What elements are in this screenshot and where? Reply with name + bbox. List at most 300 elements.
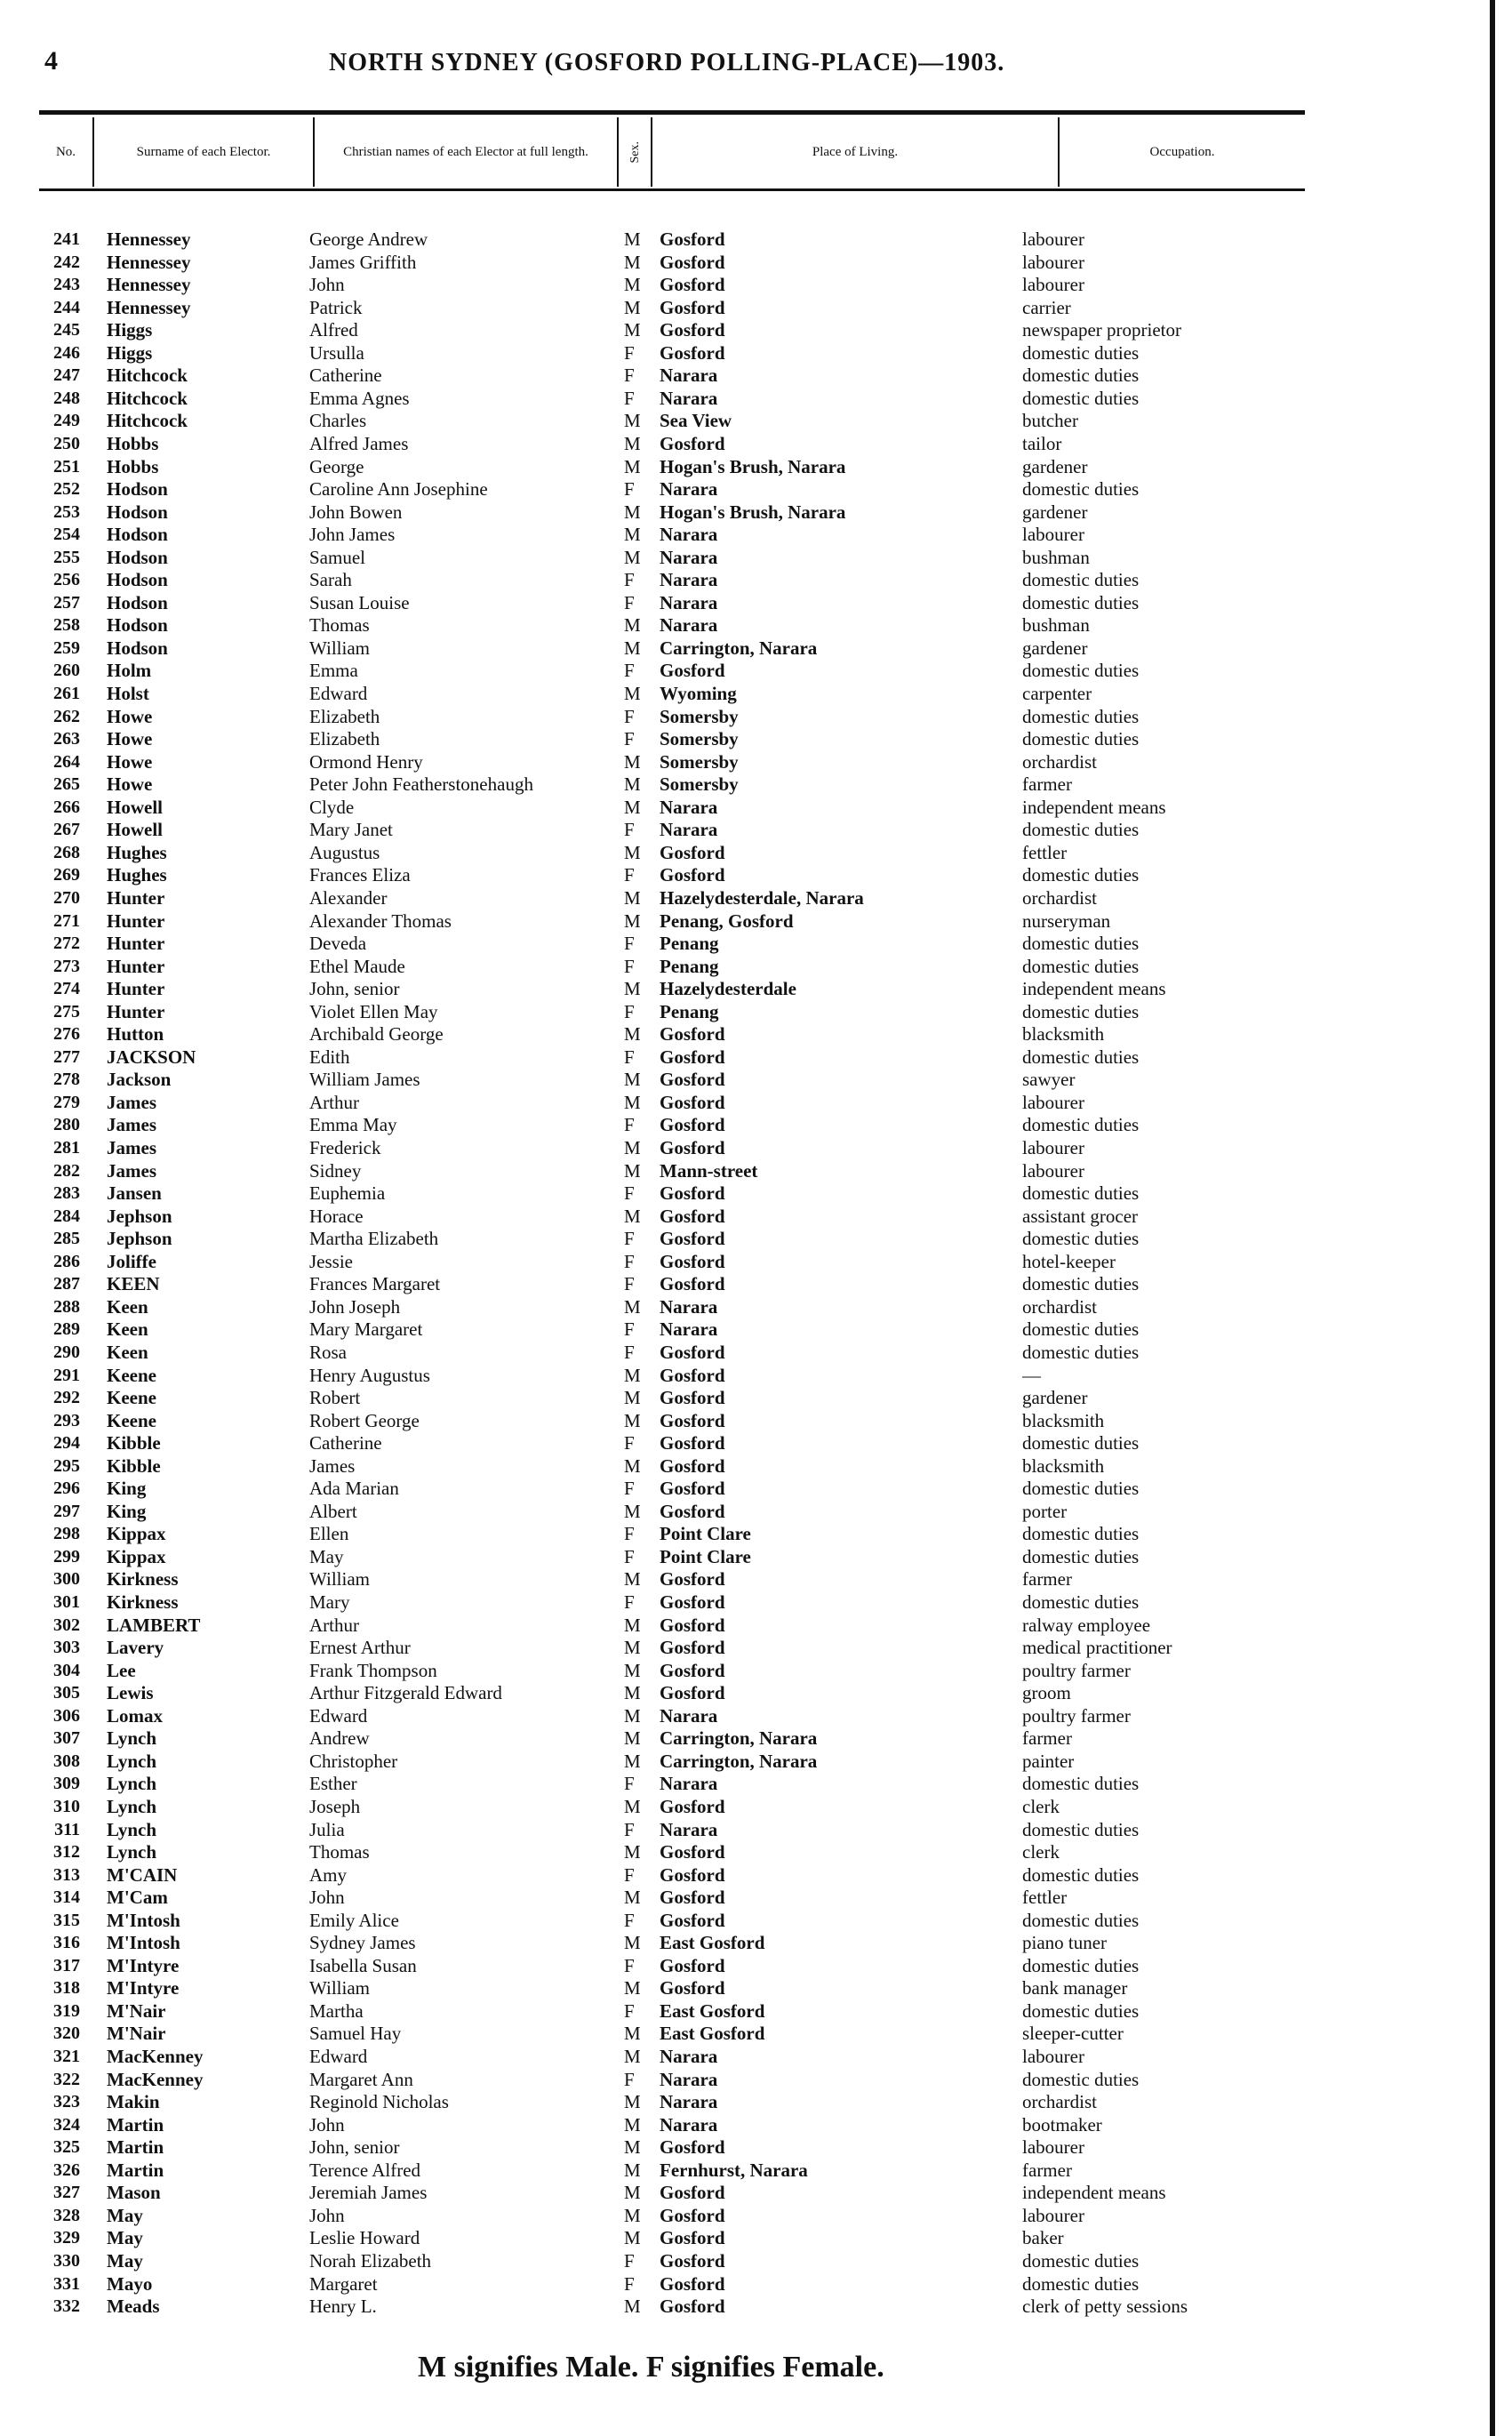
elector-christian-names: John, senior (309, 978, 400, 1000)
elector-sex: F (624, 1478, 635, 1500)
elector-occupation: farmer (1022, 1568, 1072, 1591)
elector-surname: Hodson (107, 637, 168, 659)
elector-sex: M (624, 614, 641, 637)
elector-number: 299 (53, 1546, 80, 1567)
table-row (0, 886, 1512, 909)
elector-occupation: clerk (1022, 1841, 1060, 1863)
elector-surname: Hunter (107, 955, 165, 977)
elector-christian-names: Esther (309, 1773, 357, 1795)
elector-occupation: blacksmith (1022, 1409, 1105, 1431)
elector-occupation: blacksmith (1022, 1023, 1105, 1046)
elector-christian-names: Amy (309, 1863, 347, 1886)
elector-surname: Keen (107, 1341, 148, 1363)
table-row (0, 682, 1512, 705)
elector-place: Gosford (660, 1682, 725, 1704)
elector-number: 302 (53, 1615, 80, 1635)
elector-occupation: fettler (1022, 841, 1068, 863)
elector-sex: M (624, 637, 641, 659)
table-row (0, 409, 1512, 432)
elector-number: 263 (53, 729, 80, 749)
elector-surname: Kirkness (107, 1591, 179, 1613)
elector-number: 305 (53, 1683, 80, 1703)
elector-occupation: domestic duties (1022, 478, 1140, 501)
elector-christian-names: John James (309, 524, 396, 546)
table-row (0, 546, 1512, 569)
elector-sex: M (624, 501, 641, 523)
elector-number: 300 (53, 1569, 80, 1590)
elector-sex: M (624, 455, 641, 477)
elector-christian-names: John Bowen (309, 501, 403, 523)
elector-sex: M (624, 2113, 641, 2136)
elector-occupation: labourer (1022, 274, 1084, 296)
elector-number: 265 (53, 774, 80, 795)
elector-sex: M (624, 750, 641, 773)
table-row (0, 2181, 1512, 2204)
elector-sex: F (624, 365, 635, 387)
elector-sex: F (624, 1591, 635, 1613)
elector-place: East Gosford (660, 1999, 765, 2022)
elector-occupation: domestic duties (1022, 955, 1140, 977)
elector-christian-names: Sidney (309, 1159, 362, 1182)
elector-place: Point Clare (660, 1523, 751, 1545)
table-row (0, 1931, 1512, 1954)
elector-number: 315 (53, 1910, 80, 1930)
elector-occupation: domestic duties (1022, 705, 1140, 727)
table-row (0, 750, 1512, 773)
elector-christian-names: Terence Alfred (309, 2159, 421, 2181)
elector-occupation: gardener (1022, 1387, 1088, 1409)
elector-christian-names: Sarah (309, 569, 352, 591)
table-row (0, 1954, 1512, 1977)
elector-occupation: domestic duties (1022, 1046, 1140, 1068)
elector-surname: Howe (107, 705, 153, 727)
elector-christian-names: Alfred (309, 319, 358, 341)
elector-surname: Keene (107, 1364, 156, 1386)
elector-sex: M (624, 2296, 641, 2318)
elector-christian-names: Jeremiah James (309, 2182, 428, 2204)
elector-place: Narara (660, 2046, 718, 2067)
elector-christian-names: Edward (309, 683, 368, 704)
elector-surname: Hobbs (107, 455, 159, 477)
elector-number: 256 (53, 570, 80, 590)
elector-occupation: carrier (1022, 296, 1071, 318)
elector-christian-names: Arthur (309, 1614, 359, 1636)
elector-surname: Martin (107, 2136, 164, 2159)
elector-surname: James (107, 1137, 156, 1158)
elector-sex: M (624, 1750, 641, 1772)
elector-christian-names: George (309, 455, 364, 477)
elector-number: 331 (53, 2273, 80, 2294)
table-row (0, 2249, 1512, 2272)
elector-number: 291 (53, 1365, 80, 1385)
elector-sex: F (624, 1818, 635, 1840)
elector-number: 251 (53, 456, 80, 477)
elector-number: 282 (53, 1160, 80, 1181)
elector-place: Carrington, Narara (660, 1727, 818, 1750)
table-row (0, 432, 1512, 455)
elector-number: 257 (53, 592, 80, 613)
elector-sex: M (624, 2046, 641, 2067)
elector-sex: F (624, 1250, 635, 1272)
elector-occupation: domestic duties (1022, 1545, 1140, 1567)
elector-occupation: carpenter (1022, 683, 1092, 704)
elector-surname: Hennessey (107, 274, 191, 296)
elector-occupation: groom (1022, 1682, 1071, 1704)
elector-number: 306 (53, 1705, 80, 1726)
elector-sex: M (624, 1205, 641, 1227)
elector-sex: M (624, 1887, 641, 1909)
elector-sex: F (624, 1863, 635, 1886)
elector-sex: F (624, 660, 635, 682)
elector-number: 258 (53, 615, 80, 636)
elector-number: 316 (53, 1933, 80, 1953)
header-place: Place of Living. (652, 117, 1060, 187)
elector-occupation: bushman (1022, 546, 1090, 568)
elector-number: 322 (53, 2069, 80, 2089)
elector-sex: M (624, 319, 641, 341)
elector-number: 255 (53, 547, 80, 567)
elector-surname: JACKSON (107, 1046, 196, 1068)
elector-number: 262 (53, 706, 80, 726)
table-row (0, 2159, 1512, 2182)
elector-number: 317 (53, 1955, 80, 1975)
elector-surname: M'Intosh (107, 1909, 180, 1931)
elector-place: Penang (660, 955, 719, 977)
elector-number: 313 (53, 1864, 80, 1885)
elector-christian-names: William (309, 1568, 370, 1591)
elector-occupation: domestic duties (1022, 864, 1140, 886)
elector-number: 272 (53, 934, 80, 954)
elector-christian-names: Henry L. (309, 2296, 377, 2318)
elector-occupation: independent means (1022, 796, 1166, 818)
elector-number: 271 (53, 910, 80, 931)
elector-occupation: domestic duties (1022, 591, 1140, 613)
elector-place: Gosford (660, 1341, 725, 1363)
elector-christian-names: Elizabeth (309, 705, 380, 727)
table-row (0, 273, 1512, 296)
elector-occupation: ralway employee (1022, 1614, 1151, 1636)
elector-number: 264 (53, 751, 80, 772)
elector-sex: F (624, 1228, 635, 1250)
elector-occupation: domestic duties (1022, 1318, 1140, 1341)
elector-christian-names: Henry Augustus (309, 1364, 430, 1386)
elector-surname: Hodson (107, 591, 168, 613)
table-row (0, 1976, 1512, 1999)
elector-christian-names: Joseph (309, 1795, 361, 1817)
elector-place: Narara (660, 478, 718, 501)
elector-christian-names: Martha Elizabeth (309, 1228, 439, 1250)
table-row (0, 2068, 1512, 2091)
elector-surname: M'Intyre (107, 1954, 180, 1976)
elector-surname: Hodson (107, 524, 168, 546)
elector-place: Gosford (660, 1500, 725, 1522)
elector-sex: M (624, 796, 641, 818)
elector-occupation: assistant grocer (1022, 1205, 1139, 1227)
elector-number: 311 (54, 1819, 80, 1839)
elector-surname: Hutton (107, 1023, 164, 1046)
elector-occupation: porter (1022, 1500, 1068, 1522)
elector-occupation: labourer (1022, 251, 1084, 273)
elector-sex: F (624, 1182, 635, 1205)
elector-sex: M (624, 2204, 641, 2226)
table-row (0, 773, 1512, 796)
elector-place: Gosford (660, 1977, 725, 1999)
elector-sex: M (624, 1069, 641, 1091)
table-row (0, 841, 1512, 864)
elector-surname: MacKenney (107, 2046, 204, 2067)
table-row (0, 1636, 1512, 1659)
elector-christian-names: Ellen (309, 1523, 349, 1545)
table-row (0, 1227, 1512, 1250)
table-row (0, 637, 1512, 660)
elector-surname: Lavery (107, 1637, 164, 1659)
elector-sex: F (624, 1773, 635, 1795)
elector-sex: F (624, 1545, 635, 1567)
elector-sex: F (624, 1909, 635, 1931)
elector-place: Gosford (660, 1387, 725, 1409)
elector-occupation: domestic duties (1022, 819, 1140, 841)
table-row (0, 613, 1512, 637)
elector-sex: M (624, 886, 641, 909)
table-row (0, 863, 1512, 886)
elector-place: Fernhurst, Narara (660, 2159, 808, 2181)
table-row (0, 2022, 1512, 2045)
elector-surname: Makin (107, 2091, 160, 2113)
elector-place: Narara (660, 591, 718, 613)
elector-place: Gosford (660, 864, 725, 886)
elector-christian-names: Rosa (309, 1341, 347, 1363)
elector-sex: F (624, 591, 635, 613)
elector-occupation: domestic duties (1022, 1954, 1140, 1976)
table-row (0, 364, 1512, 387)
elector-place: Narara (660, 2091, 718, 2113)
elector-surname: Howe (107, 773, 153, 796)
elector-place: Gosford (660, 841, 725, 863)
table-row (0, 1091, 1512, 1114)
table-row (0, 955, 1512, 978)
table-row (0, 1818, 1512, 1841)
elector-christian-names: William (309, 1977, 370, 1999)
elector-number: 252 (53, 479, 80, 500)
elector-surname: LAMBERT (107, 1614, 201, 1636)
table-row (0, 1159, 1512, 1182)
elector-sex: M (624, 274, 641, 296)
elector-christian-names: Archibald George (309, 1023, 444, 1046)
table-row (0, 1046, 1512, 1069)
elector-number: 304 (53, 1660, 80, 1680)
elector-sex: F (624, 478, 635, 501)
elector-surname: Hunter (107, 909, 165, 932)
header-surname: Surname of each Elector. (94, 117, 315, 187)
elector-number: 328 (53, 2205, 80, 2225)
table-row (0, 591, 1512, 614)
elector-occupation: gardener (1022, 501, 1088, 523)
elector-occupation: labourer (1022, 2046, 1084, 2067)
table-row (0, 1477, 1512, 1500)
elector-sex: M (624, 1023, 641, 1046)
elector-place: Carrington, Narara (660, 637, 818, 659)
elector-number: 280 (53, 1115, 80, 1135)
elector-place: Gosford (660, 1273, 725, 1295)
table-row (0, 2272, 1512, 2296)
elector-occupation: labourer (1022, 2136, 1084, 2159)
elector-place: Gosford (660, 251, 725, 273)
elector-number: 289 (53, 1319, 80, 1340)
elector-surname: Lynch (107, 1773, 157, 1795)
elector-occupation: domestic duties (1022, 341, 1140, 364)
table-row (0, 1272, 1512, 1295)
table-row (0, 727, 1512, 750)
table-row (0, 1318, 1512, 1341)
elector-sex: M (624, 546, 641, 568)
table-row (0, 659, 1512, 682)
table-row (0, 818, 1512, 841)
elector-place: Gosford (660, 1069, 725, 1091)
elector-number: 279 (53, 1092, 80, 1112)
table-row (0, 1182, 1512, 1205)
elector-occupation: labourer (1022, 228, 1084, 250)
elector-surname: Mayo (107, 2272, 153, 2295)
elector-sex: M (624, 1387, 641, 1409)
elector-place: Gosford (660, 1795, 725, 1817)
elector-number: 307 (53, 1728, 80, 1749)
elector-sex: M (624, 1295, 641, 1318)
elector-christian-names: Ada Marian (309, 1478, 399, 1500)
elector-place: East Gosford (660, 2023, 765, 2045)
elector-christian-names: Christopher (309, 1750, 398, 1772)
elector-surname: Lynch (107, 1750, 157, 1772)
elector-sex: M (624, 909, 641, 932)
elector-surname: King (107, 1478, 147, 1500)
table-row (0, 2136, 1512, 2159)
elector-surname: M'Cam (107, 1887, 168, 1909)
elector-sex: F (624, 705, 635, 727)
elector-place: Gosford (660, 319, 725, 341)
elector-sex: M (624, 1454, 641, 1477)
table-row (0, 909, 1512, 933)
elector-christian-names: Robert George (309, 1409, 420, 1431)
table-row (0, 568, 1512, 591)
elector-number: 266 (53, 797, 80, 817)
elector-number: 325 (53, 2137, 80, 2158)
elector-sex: F (624, 569, 635, 591)
elector-surname: James (107, 1159, 156, 1182)
elector-place: Narara (660, 387, 718, 409)
elector-sex: F (624, 1523, 635, 1545)
elector-christian-names: Jessie (309, 1250, 353, 1272)
elector-place: Somersby (660, 705, 739, 727)
elector-surname: Lewis (107, 1682, 154, 1704)
table-row (0, 455, 1512, 478)
elector-surname: May (107, 2249, 143, 2272)
elector-place: Gosford (660, 1863, 725, 1886)
elector-christian-names: Patrick (309, 296, 363, 318)
elector-place: Narara (660, 1318, 718, 1341)
elector-occupation: domestic duties (1022, 660, 1140, 682)
table-row (0, 1886, 1512, 1909)
elector-christian-names: Robert (309, 1387, 361, 1409)
elector-place: Gosford (660, 1478, 725, 1500)
elector-occupation: domestic duties (1022, 1432, 1140, 1454)
elector-place: Narara (660, 1818, 718, 1840)
elector-christian-names: Samuel Hay (309, 2023, 402, 2045)
elector-christian-names: Catherine (309, 365, 382, 387)
elector-surname: Hennessey (107, 296, 191, 318)
elector-number: 275 (53, 1001, 80, 1022)
elector-surname: Howe (107, 750, 153, 773)
elector-sex: M (624, 683, 641, 704)
elector-place: Gosford (660, 2272, 725, 2295)
elector-number: 242 (53, 252, 80, 272)
elector-number: 248 (53, 388, 80, 408)
elector-number: 290 (53, 1342, 80, 1362)
elector-place: Gosford (660, 341, 725, 364)
elector-sex: M (624, 1977, 641, 1999)
elector-occupation: sleeper-cutter (1022, 2023, 1124, 2045)
table-row (0, 387, 1512, 410)
elector-sex: M (624, 2136, 641, 2159)
elector-number: 254 (53, 525, 80, 545)
elector-number: 324 (53, 2114, 80, 2135)
elector-occupation: bootmaker (1022, 2113, 1102, 2136)
table-row (0, 1341, 1512, 1364)
elector-number: 245 (53, 320, 80, 341)
elector-number: 296 (53, 1478, 80, 1499)
elector-christian-names: John, senior (309, 2136, 400, 2159)
elector-occupation: sawyer (1022, 1069, 1076, 1091)
header-christian-names: Christian names of each Elector at full length. (315, 117, 619, 187)
elector-number: 253 (53, 501, 80, 522)
table-row (0, 1522, 1512, 1545)
elector-occupation: domestic duties (1022, 365, 1140, 387)
elector-christian-names: Emma (309, 660, 358, 682)
elector-surname: Meads (107, 2296, 160, 2318)
elector-surname: Hunter (107, 978, 165, 1000)
elector-christian-names: John (309, 2204, 345, 2226)
elector-christian-names: James (309, 1454, 356, 1477)
elector-place: Penang (660, 933, 719, 955)
elector-occupation: labourer (1022, 1091, 1084, 1113)
elector-number: 281 (53, 1138, 80, 1158)
elector-christian-names: Ernest Arthur (309, 1637, 411, 1659)
elector-number: 285 (53, 1229, 80, 1249)
elector-occupation: domestic duties (1022, 2272, 1140, 2295)
elector-christian-names: George Andrew (309, 228, 428, 250)
elector-number: 292 (53, 1388, 80, 1408)
elector-occupation: fettler (1022, 1887, 1068, 1909)
elector-christian-names: Mary (309, 1591, 350, 1613)
table-row (0, 2090, 1512, 2113)
elector-surname: Martin (107, 2159, 164, 2181)
elector-surname: Hughes (107, 841, 167, 863)
table-row (0, 1750, 1512, 1773)
elector-number: 297 (53, 1501, 80, 1521)
elector-surname: Joliffe (107, 1250, 156, 1272)
elector-sex: F (624, 819, 635, 841)
elector-christian-names: John (309, 2113, 345, 2136)
elector-surname: Higgs (107, 341, 153, 364)
elector-christian-names: Mary Margaret (309, 1318, 423, 1341)
elector-occupation: domestic duties (1022, 569, 1140, 591)
elector-place: Narara (660, 614, 718, 637)
table-row (0, 1999, 1512, 2023)
elector-surname: Hennessey (107, 228, 191, 250)
elector-surname: MacKenney (107, 2068, 204, 2090)
elector-surname: Keen (107, 1295, 148, 1318)
elector-place: Gosford (660, 1568, 725, 1591)
elector-occupation: domestic duties (1022, 1863, 1140, 1886)
elector-occupation: painter (1022, 1750, 1075, 1772)
